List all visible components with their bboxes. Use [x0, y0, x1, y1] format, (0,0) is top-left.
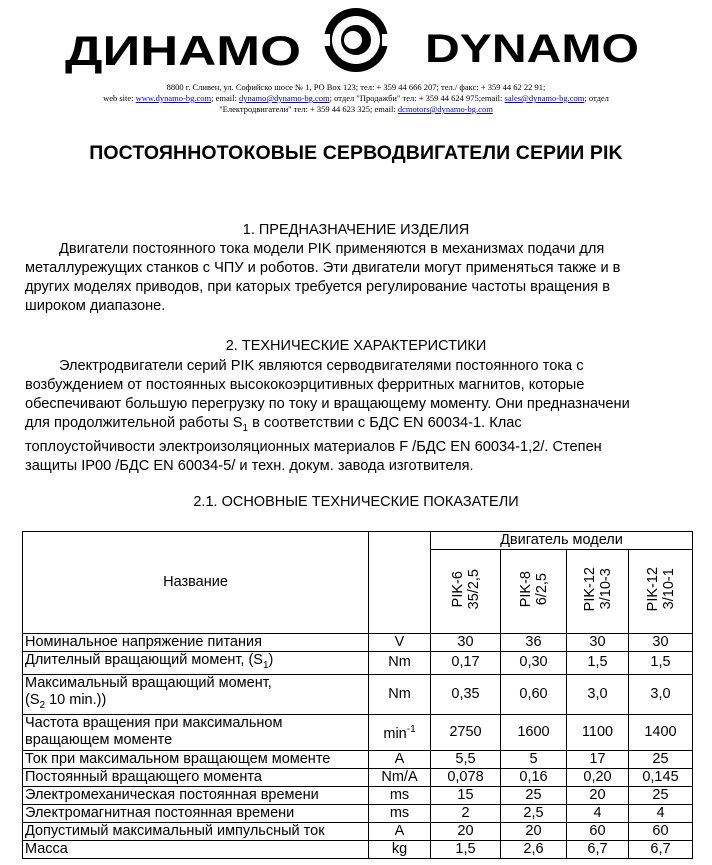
model-header: PIK-6 35/2,5 [431, 550, 501, 634]
motors-email-link[interactable]: dcmotors@dynamo-bg.com [397, 104, 493, 114]
model-header: PIK-12 3/10-3 [567, 550, 629, 634]
section2-heading: 2. ТЕХНИЧЕСКИЕ ХАРАКТЕРИСТИКИ [225, 338, 487, 354]
company-logo [0, 4, 712, 76]
table-row: Максимальный вращающий момент, ($S_2$ 10 min.)) Nm 0,35 0,60 3,0 3,0 [23, 674, 693, 714]
model-header: PIK-12 3/10-1 [629, 550, 693, 634]
models-header: Двигатель модели [431, 532, 693, 550]
table-row: Длителный вращающий момент, $(S_1)$ Nm 0,17 0,30 1,5 1,5 [23, 652, 693, 675]
table-row: Постоянный вращающего момента Nm/A 0,078 0,16 0,20 0,145 [23, 768, 693, 786]
table-row: Масса kg 1,5 2,6 6,7 6,7 [23, 840, 693, 858]
name-header: Название [23, 532, 369, 634]
unit-header [369, 532, 431, 634]
contact-address: 8800 г. Сливен, ул. Софийско шосе № 1, PO Box 123; тел: + 359 44 666 207; тел./ факс: + 359 44 62 22 91; [166, 82, 546, 92]
section2-body: Электродвигатели серий PIK являются серводвигателями постоянного тока с возбуждением от постоянных высококоэрцитивных ферритных магнитов, которые обеспечивают большую перегрузку по току и вращающему моменту. Они предназначени для продолжительной работы $S_1$ в соответствии с БДС EN 60034-1. Клас топлоустойчивости электроизоляционных материалов F /БДС EN 60034-1,2/. Степен защиты IP00 /БДС EN 60034-5/ и техн. докум. завода изготвителя. [25, 358, 630, 474]
contact-web: web site: www.dynamo-bg.com; email: dynamo@dynamo-bg.com; отдел "Продажби" тел: + 359 44 624 975;email: sales@dynamo-bg.com; отдел [103, 93, 609, 103]
logo-text-left: ДИНАМО [64, 27, 301, 75]
table-row: Электромеханическая постоянная времени ms 15 25 20 25 [23, 786, 693, 804]
logo-text-right: DYNAMO [425, 27, 639, 71]
model-header: PIK-8 6/2,5 [501, 550, 567, 634]
subsection-heading: 2.1. ОСНОВНЫЕ ТЕХНИЧЕСКИЕ ПОКАЗАТЕЛИ [193, 494, 519, 510]
sales-email-link[interactable]: sales@dynamo-bg.com [504, 93, 585, 103]
table-row: Частота вращения при максимальном вращающем моменте $\min^{-1}$ 2750 1600 1100 1400 [23, 714, 693, 750]
section1-body: Двигатели постоянного тока модели PIK применяются в механизмах подачи для металлурежущих станков с ЧПУ и роботов. Эти двигатели могут применяться также и в других моделях приводов, при каторых требуется регулирование частоты вращения в широком диапазоне. [25, 241, 621, 314]
email-link[interactable]: dynamo@dynamo-bg.com [238, 93, 330, 103]
section1-heading: 1. ПРЕДНАЗНАЧЕНИЕ ИЗДЕЛИЯ [242, 222, 470, 238]
website-link[interactable]: www.dynamo-bg.com [135, 93, 212, 103]
contact-motors: "Електродвигатели" тел: + 359 44 623 325; email: dcmotors@dynamo-bg.com [219, 104, 493, 114]
table-row: Ток при максимальном вращающем моменте A 5,5 5 17 25 [23, 750, 693, 768]
page-title: ПОСТОЯННОТОКОВЫЕ СЕРВОДВИГАТЕЛИ СЕРИИ PIK [89, 142, 623, 164]
table-row: Электромагнитная постоянная времени ms 2 2,5 4 4 [23, 804, 693, 822]
table-row: Номинальное напряжение питания V 30 36 30 30 [23, 634, 693, 652]
table-row: Допустимый максимальный импульсный ток A 20 20 60 60 [23, 822, 693, 840]
spec-table [22, 531, 693, 859]
logo-emblem [318, 8, 394, 72]
